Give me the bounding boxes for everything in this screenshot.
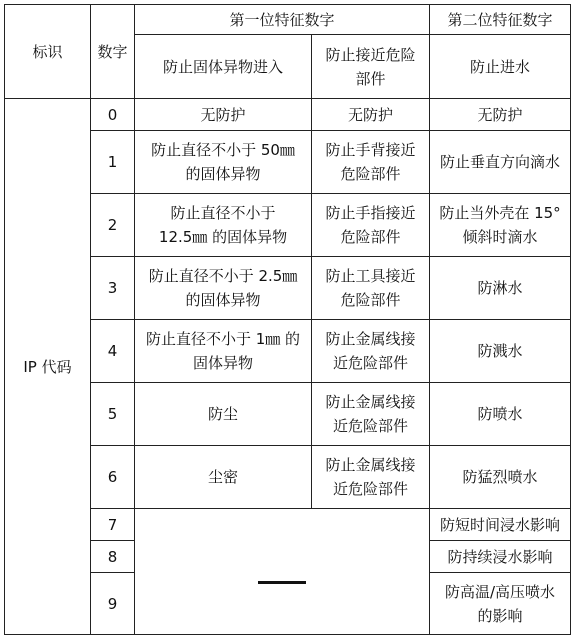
- row-number: 5: [91, 383, 135, 446]
- header-first-digit: 第一位特征数字: [135, 5, 430, 35]
- cell-water: 防持续浸水影响: [430, 541, 571, 573]
- row-number: 1: [91, 131, 135, 194]
- cell-water: 防短时间浸水影响: [430, 509, 571, 541]
- cell-solid: 防止直径不小于 12.5㎜ 的固体异物: [135, 194, 312, 257]
- row-number: 7: [91, 509, 135, 541]
- cell-danger: 防止手背接近 危险部件: [312, 131, 430, 194]
- cell-water: 防止垂直方向滴水: [430, 131, 571, 194]
- not-applicable-cell: [135, 509, 430, 635]
- cell-danger: 防止工具接近 危险部件: [312, 257, 430, 320]
- ip-code-table: [4, 4, 571, 635]
- dash-mark: [258, 581, 306, 584]
- table-row: [5, 99, 571, 131]
- cell-danger: 防止金属线接 近危险部件: [312, 383, 430, 446]
- row-number: 8: [91, 541, 135, 573]
- header-label: 标识: [5, 5, 91, 99]
- row-number: 9: [91, 573, 135, 635]
- cell-water: 防止当外壳在 15° 倾斜时滴水: [430, 194, 571, 257]
- cell-water: 防喷水: [430, 383, 571, 446]
- cell-water: 无防护: [430, 99, 571, 131]
- cell-water: 防高温/高压喷水 的影响: [430, 573, 571, 635]
- cell-solid: 防尘: [135, 383, 312, 446]
- cell-solid: 尘密: [135, 446, 312, 509]
- header-solid: 防止固体异物进入: [135, 35, 312, 99]
- row-number: 6: [91, 446, 135, 509]
- cell-danger: 无防护: [312, 99, 430, 131]
- header-number: 数字: [91, 5, 135, 99]
- row-number: 2: [91, 194, 135, 257]
- header-row-1: [5, 5, 571, 35]
- row-number: 0: [91, 99, 135, 131]
- header-danger: 防止接近危险 部件: [312, 35, 430, 99]
- header-second-digit: 第二位特征数字: [430, 5, 571, 35]
- cell-danger: 防止金属线接 近危险部件: [312, 446, 430, 509]
- cell-water: 防淋水: [430, 257, 571, 320]
- ip-code-label: IP 代码: [5, 99, 91, 635]
- cell-solid: 防止直径不小于 2.5㎜ 的固体异物: [135, 257, 312, 320]
- cell-danger: 防止金属线接 近危险部件: [312, 320, 430, 383]
- row-number: 3: [91, 257, 135, 320]
- cell-solid: 无防护: [135, 99, 312, 131]
- cell-water: 防猛烈喷水: [430, 446, 571, 509]
- cell-solid: 防止直径不小于 50㎜ 的固体异物: [135, 131, 312, 194]
- cell-danger: 防止手指接近 危险部件: [312, 194, 430, 257]
- cell-solid: 防止直径不小于 1㎜ 的 固体异物: [135, 320, 312, 383]
- row-number: 4: [91, 320, 135, 383]
- header-water: 防止进水: [430, 35, 571, 99]
- cell-water: 防溅水: [430, 320, 571, 383]
